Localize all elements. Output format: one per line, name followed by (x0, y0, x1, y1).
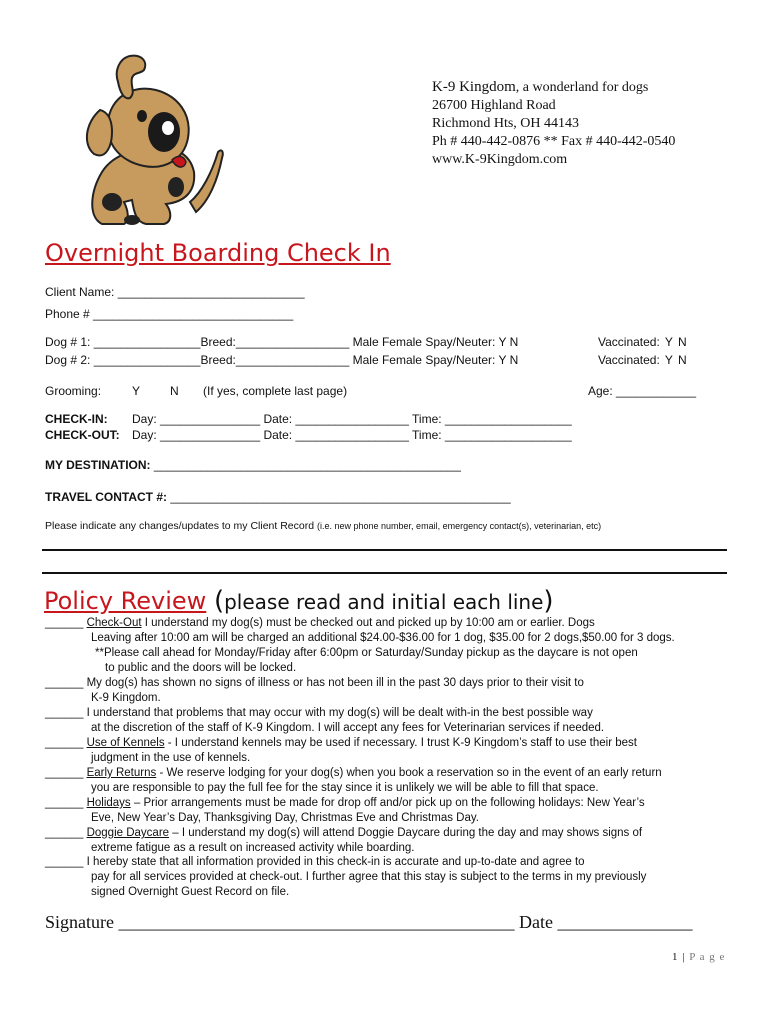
initial-blank[interactable]: ______ (45, 677, 84, 689)
policy-title (44, 586, 554, 616)
cartoon-dog-logo-icon (72, 52, 228, 230)
policy-text: to public and the doors will be locked. (105, 662, 297, 674)
policy-heading: Early Returns (86, 767, 157, 779)
policy-item-early-returns (45, 767, 662, 779)
grooming-yes[interactable]: Y (132, 384, 141, 398)
destination-row (45, 458, 461, 472)
signature-date-field[interactable]: Signature ____________________________________________ Date _______________ (45, 912, 693, 932)
policy-text: K-9 Kingdom. (91, 692, 161, 704)
policy-item-kennels (45, 737, 637, 749)
policy-item-daycare (45, 827, 642, 839)
policy-subtitle: please read and initial each line (224, 590, 544, 614)
policy-text: signed Overnight Guest Record on file. (91, 886, 290, 898)
policy-text: extreme fatigue as a result on increased activity while boarding. (91, 842, 415, 854)
policy-text: I understand my dog(s) must be checked out and picked up by 10:00 am or earlier. Dogs (141, 617, 595, 629)
policy-item-holidays (45, 797, 645, 809)
paren-close: ) (543, 586, 554, 616)
policy-text: judgment in the use of kennels. (91, 752, 251, 764)
divider-1 (42, 549, 727, 551)
logo (72, 52, 228, 230)
policy-text: Eve, New Year’s Day, Thanksgiving Day, Christmas Eve and Christmas Day. (91, 812, 479, 824)
dog1-vaccinated[interactable]: Vaccinated: Y N (598, 335, 687, 349)
changes-example: (i.e. new phone number, email, emergency contact(s), veterinarian, etc) (317, 521, 602, 531)
paren-open: ( (213, 586, 225, 616)
phone-field[interactable]: Phone # ______________________________ (45, 307, 294, 321)
policy-text: - I understand kennels may be used if necessary. I trust K-9 Kingdom’s staff to use their best (164, 737, 637, 749)
policy-heading: Use of Kennels (86, 737, 165, 749)
initial-blank[interactable]: ______ (45, 617, 84, 629)
client-name-field[interactable]: Client Name: ____________________________ (45, 285, 305, 299)
policy-heading: Doggie Daycare (86, 827, 170, 839)
initial-blank[interactable]: ______ (45, 767, 84, 779)
policy-text: at the discretion of the staff of K-9 Kingdom. I will accept any fees for Veterinarian services if needed. (91, 722, 605, 734)
destination-field[interactable]: ______________________________________________ (153, 458, 461, 472)
dog2-vaccinated[interactable]: Vaccinated: Y N (598, 353, 687, 367)
initial-blank[interactable]: ______ (45, 856, 84, 868)
initial-blank[interactable]: ______ (45, 827, 84, 839)
policy-item-illness (45, 677, 584, 689)
street-address: 26700 Highland Road (432, 98, 556, 113)
brand-tagline: , a wonderland for dogs (515, 80, 649, 95)
travel-contact-field[interactable]: ___________________________________________________ (170, 490, 511, 504)
initial-blank[interactable]: ______ (45, 707, 84, 719)
policy-text: – I understand my dog(s) will attend Doggie Daycare during the day and may shows signs of (169, 827, 643, 839)
policy-title-text: Policy Review (44, 587, 207, 615)
policy-text: **Please call ahead for Monday/Friday after 6:00pm or Saturday/Sunday pickup as the daycare is not open (95, 647, 638, 659)
policy-text: I understand that problems that may occur with my dog(s) will be dealt with-in the best possible way (86, 707, 593, 719)
city-state-zip: Richmond Hts, OH 44143 (432, 116, 579, 131)
policy-text: I hereby state that all information provided in this check-in is accurate and up-to-date and agree to (86, 856, 585, 868)
policy-item-problems (45, 707, 593, 719)
policy-text: – Prior arrangements must be made for drop off and/or pick up on the following holidays: New Year’s (130, 797, 645, 809)
policy-heading: Holidays (86, 797, 131, 809)
brand-line (432, 78, 675, 97)
changes-text: Please indicate any changes/updates to my Client Record (45, 520, 315, 532)
policy-item-accuracy (45, 856, 585, 868)
initial-blank[interactable]: ______ (45, 737, 84, 749)
page-word: P a g e (689, 951, 726, 963)
policy-text: My dog(s) has shown no signs of illness or has not been ill in the past 30 days prior to their visit to (86, 677, 584, 689)
travel-contact-label: TRAVEL CONTACT #: (45, 490, 167, 504)
divider-2 (42, 572, 727, 574)
business-address (432, 78, 675, 169)
checkout-fields[interactable]: Day: _______________ Date: _________________ Time: ___________________ (132, 428, 572, 442)
travel-contact-row (45, 490, 511, 504)
grooming-note: (If yes, complete last page) (203, 384, 348, 398)
phone-fax: Ph # 440-442-0876 ** Fax # 440-442-0540 (432, 134, 676, 149)
checkout-label: CHECK-OUT: (45, 428, 120, 442)
changes-note (45, 520, 601, 532)
website: www.K-9Kingdom.com (432, 152, 568, 167)
checkin-title: Overnight Boarding Check In (45, 239, 391, 267)
policy-text: - We reserve lodging for your dog(s) when you book a reservation so in the event of an early return (156, 767, 662, 779)
checkin-label: CHECK-IN: (45, 412, 108, 426)
dog2-row[interactable]: Dog # 2: ________________Breed:_________________ Male Female Spay/Neuter: Y N (45, 353, 519, 367)
grooming-label: Grooming: (45, 384, 102, 398)
policy-text: you are responsible to pay the full fee for the stay since it is unlikely we will be able to fill that space. (91, 782, 599, 794)
page-number (672, 951, 725, 963)
dog1-row[interactable]: Dog # 1: ________________Breed:_________________ Male Female Spay/Neuter: Y N (45, 335, 519, 349)
policy-heading: Check-Out (86, 617, 142, 629)
policy-text: pay for all services provided at check-out. I further agree that this stay is subject to the terms in my previously (91, 871, 647, 883)
checkin-fields[interactable]: Day: _______________ Date: _________________ Time: ___________________ (132, 412, 572, 426)
policy-item-checkout (45, 617, 595, 629)
destination-label: MY DESTINATION: (45, 458, 151, 472)
brand-name: K-9 Kingdom (432, 79, 516, 95)
policy-text: Leaving after 10:00 am will be charged an additional $24.00-$36.00 for 1 dog, $35.00 for 2 dogs,$50.00 for 3 dogs. (91, 632, 675, 644)
age-field[interactable]: Age: ____________ (588, 384, 697, 398)
initial-blank[interactable]: ______ (45, 797, 84, 809)
page-number-value: 1 | (672, 951, 690, 963)
grooming-no[interactable]: N (170, 384, 179, 398)
